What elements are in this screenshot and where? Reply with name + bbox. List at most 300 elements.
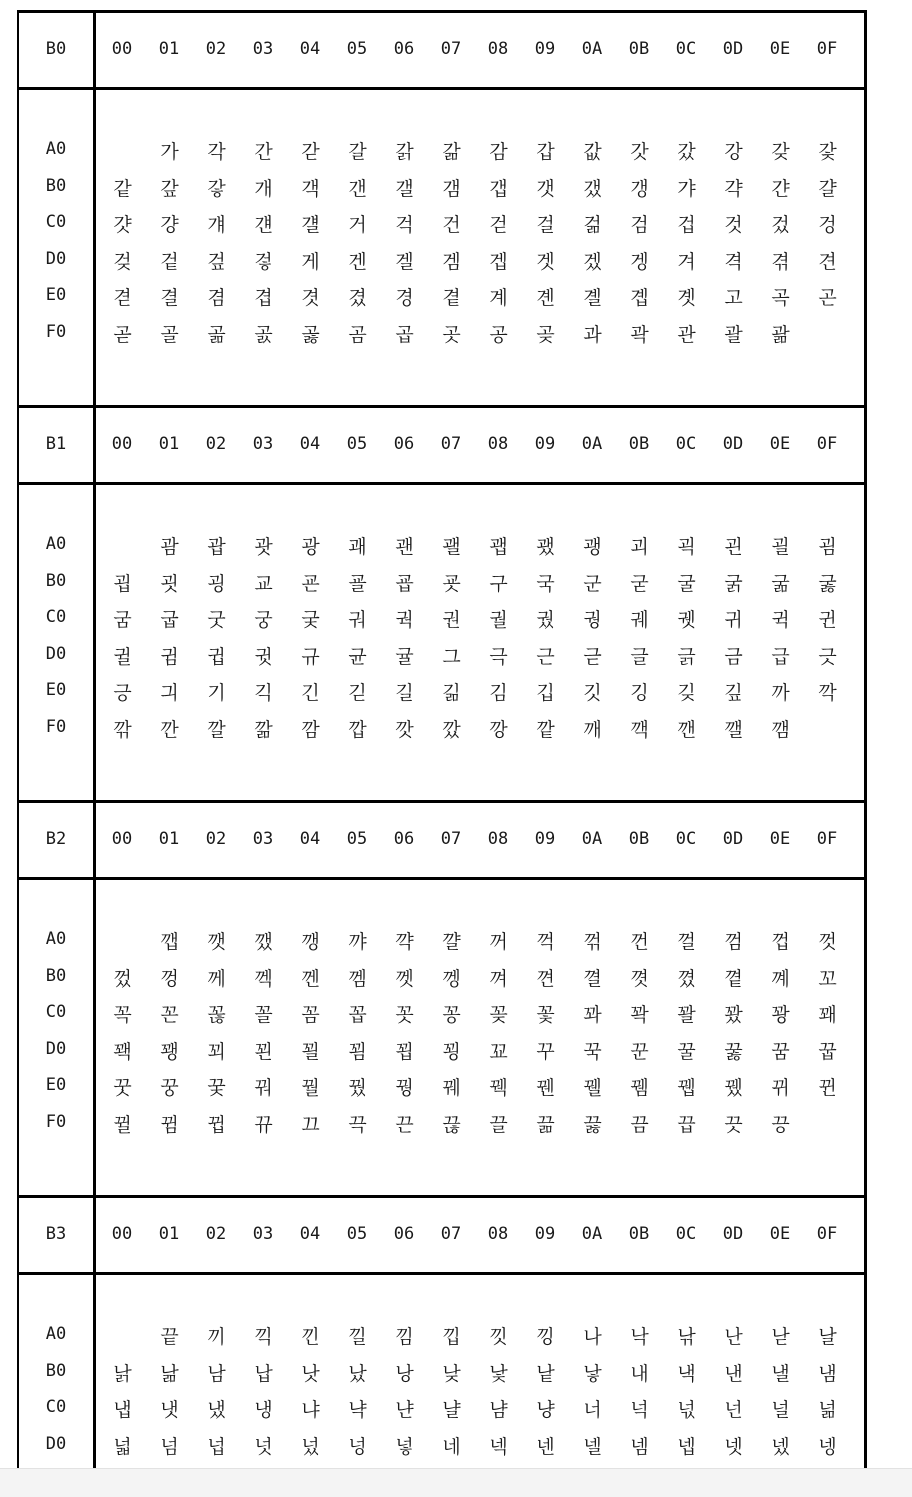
- column-header: 0E: [769, 39, 791, 59]
- hangul-char-cell: 냠: [489, 1399, 508, 1422]
- hangul-char-cell: 굼: [113, 609, 132, 632]
- hangul-char-cell: 낍: [442, 1326, 461, 1348]
- hangul-char-cell: 꾼: [630, 1040, 649, 1063]
- hangul-char-cell: 긔: [160, 682, 179, 705]
- hangul-char-cell: 꺾: [583, 931, 602, 953]
- hangul-char-cell: 겼: [348, 287, 367, 310]
- column-header: 06: [393, 434, 415, 454]
- hangul-char-cell: 꼐: [771, 967, 790, 990]
- hangul-char-cell: 낏: [489, 1326, 508, 1348]
- row-label: D0: [45, 1433, 67, 1454]
- hangul-char-cell: 걋: [113, 214, 132, 237]
- column-header: 07: [440, 1224, 462, 1244]
- hangul-char-cell: 같: [113, 177, 132, 200]
- hangul-char-cell: 넒: [818, 1399, 837, 1422]
- hangul-char-cell: 꿴: [536, 1077, 555, 1100]
- hangul-char-cell: 넥: [489, 1435, 508, 1458]
- hangul-char-cell: 냄: [818, 1362, 837, 1385]
- row-label: B0: [45, 175, 67, 196]
- hangul-char-cell: 꾑: [395, 1040, 414, 1063]
- hangul-char-cell: 검: [630, 214, 649, 237]
- hangul-char-cell: 꿉: [818, 1040, 837, 1063]
- hangul-char-cell: 과: [583, 324, 602, 346]
- hangul-char-cell: 껑: [160, 967, 179, 990]
- hangul-char-cell: 골: [160, 324, 179, 346]
- hangul-char-cell: 겐: [348, 250, 367, 273]
- column-header: 08: [487, 1224, 509, 1244]
- row-label: A0: [45, 139, 67, 159]
- row-label: E0: [45, 1075, 67, 1096]
- hangul-char-cell: 뀔: [113, 1114, 132, 1136]
- hangul-char-cell: 갚: [160, 177, 179, 200]
- hangul-char-cell: 남: [207, 1362, 226, 1385]
- hangul-char-cell: 꿰: [442, 1077, 461, 1100]
- hangul-char-cell: 꿈: [771, 1040, 790, 1063]
- hangul-char-cell: 깨: [583, 719, 602, 741]
- hangul-char-cell: 걜: [301, 214, 320, 237]
- hangul-char-cell: 깥: [536, 719, 555, 741]
- hangul-char-cell: 꽥: [113, 1040, 132, 1063]
- column-header: 08: [487, 39, 509, 59]
- hangul-char-cell: 괵: [677, 536, 696, 558]
- hangul-char-cell: 꿨: [348, 1077, 367, 1100]
- hangul-char-cell: 길: [395, 682, 414, 705]
- header-separator: [19, 482, 864, 485]
- hangul-char-cell: 굴: [677, 572, 696, 595]
- hangul-char-cell: 꽝: [771, 1004, 790, 1027]
- hangul-char-cell: 꼇: [630, 967, 649, 990]
- column-header: 0B: [628, 434, 650, 454]
- hangul-char-cell: 냇: [160, 1399, 179, 1422]
- column-header: 03: [252, 39, 274, 59]
- hangul-char-cell: 곁: [442, 287, 461, 310]
- column-header: 07: [440, 39, 462, 59]
- hangul-char-cell: 깎: [113, 719, 132, 741]
- hangul-char-cell: 깍: [818, 682, 837, 705]
- hangul-char-cell: 갼: [771, 177, 790, 200]
- hangul-char-cell: 글: [630, 645, 649, 668]
- hangul-char-cell: 굄: [818, 536, 837, 558]
- column-header: 0F: [816, 434, 838, 454]
- hangul-char-cell: 낡: [113, 1362, 132, 1385]
- hangul-char-cell: 낑: [536, 1326, 555, 1348]
- hangul-char-cell: 괬: [536, 536, 555, 558]
- hangul-char-cell: 낄: [348, 1326, 367, 1348]
- hangul-char-cell: 깔: [207, 719, 226, 741]
- hangul-char-cell: 냔: [395, 1399, 414, 1422]
- hangul-char-cell: 넙: [207, 1435, 226, 1458]
- hangul-char-cell: 궁: [254, 609, 273, 632]
- hangul-char-cell: 넝: [348, 1435, 367, 1458]
- hangul-char-cell: 궷: [677, 609, 696, 632]
- hangul-char-cell: 넌: [724, 1399, 743, 1422]
- hangul-char-cell: 깃: [583, 682, 602, 705]
- hangul-char-cell: 깼: [254, 931, 273, 953]
- column-header: 0A: [581, 434, 603, 454]
- hangul-char-cell: 너: [583, 1399, 602, 1422]
- hangul-char-cell: 깜: [301, 719, 320, 741]
- hangul-char-cell: 곽: [630, 324, 649, 346]
- hangul-char-cell: 꽜: [724, 1004, 743, 1027]
- hangul-char-cell: 껐: [113, 967, 132, 990]
- column-header: 03: [252, 434, 274, 454]
- hangul-char-cell: 꺼: [489, 931, 508, 953]
- hangul-char-cell: 겟: [536, 250, 555, 273]
- hangul-char-cell: 굵: [724, 572, 743, 595]
- hangul-char-cell: 꾀: [207, 1040, 226, 1063]
- column-header: 02: [205, 39, 227, 59]
- hangul-char-cell: 걸: [536, 214, 555, 237]
- hangul-char-cell: 꿋: [113, 1077, 132, 1100]
- hangul-char-cell: 겔: [395, 250, 414, 273]
- hangul-char-cell: 났: [348, 1362, 367, 1385]
- row-label: F0: [45, 717, 67, 737]
- hangul-char-cell: 갗: [818, 141, 837, 163]
- hangul-char-cell: 꾄: [254, 1040, 273, 1063]
- block-code-label: B0: [45, 39, 67, 59]
- hangul-char-cell: 끔: [630, 1114, 649, 1136]
- hangul-char-cell: 낯: [489, 1362, 508, 1385]
- hangul-char-cell: 궈: [348, 609, 367, 632]
- hangul-char-cell: 견: [818, 250, 837, 273]
- hangul-char-cell: 뀝: [207, 1114, 226, 1136]
- hangul-char-cell: 굇: [160, 572, 179, 595]
- hangul-char-cell: 꽤: [818, 1004, 837, 1027]
- hangul-char-cell: 건: [442, 214, 461, 237]
- column-header: 0D: [722, 39, 744, 59]
- column-header: 09: [534, 434, 556, 454]
- hangul-char-cell: 걘: [254, 214, 273, 237]
- hangul-char-cell: 낮: [442, 1362, 461, 1385]
- hangul-char-cell: 귈: [113, 645, 132, 668]
- block-code-label: B2: [45, 829, 67, 849]
- hangul-char-cell: 괌: [160, 536, 179, 558]
- hangul-char-cell: 그: [442, 645, 461, 668]
- hangul-char-cell: 궂: [301, 609, 320, 632]
- hangul-char-cell: 갭: [489, 177, 508, 200]
- hangul-char-cell: 냅: [113, 1399, 132, 1422]
- block-separator: [19, 800, 864, 803]
- hangul-char-cell: 구: [489, 572, 508, 595]
- hangul-char-cell: 끽: [254, 1326, 273, 1348]
- column-header: 0C: [675, 829, 697, 849]
- hangul-char-cell: 꽃: [536, 1004, 555, 1027]
- hangul-char-cell: 갛: [207, 177, 226, 200]
- column-header: 0B: [628, 1224, 650, 1244]
- hangul-char-cell: 고: [724, 287, 743, 310]
- column-header: 09: [534, 829, 556, 849]
- column-divider: [93, 13, 96, 1470]
- hangul-char-cell: 겅: [818, 214, 837, 237]
- hangul-char-cell: 결: [160, 287, 179, 310]
- column-header: 08: [487, 829, 509, 849]
- hangul-char-cell: 깰: [724, 719, 743, 741]
- hangul-char-cell: 낵: [677, 1362, 696, 1385]
- hangul-char-cell: 교: [254, 572, 273, 595]
- hangul-char-cell: 내: [630, 1362, 649, 1385]
- hangul-char-cell: 곡: [771, 287, 790, 310]
- hangul-char-cell: 나: [583, 1326, 602, 1348]
- hangul-char-cell: 괭: [583, 536, 602, 558]
- hangul-char-cell: 곈: [536, 287, 555, 310]
- hangul-char-cell: 간: [254, 141, 273, 163]
- hangul-char-cell: 낱: [536, 1362, 555, 1385]
- hangul-char-cell: 난: [724, 1326, 743, 1348]
- horizontal-scrollbar[interactable]: [0, 1468, 912, 1497]
- hangul-char-cell: 깻: [207, 931, 226, 953]
- hangul-char-cell: 괸: [724, 536, 743, 558]
- column-header: 00: [111, 829, 133, 849]
- hangul-char-cell: 괴: [630, 536, 649, 558]
- row-label: D0: [45, 248, 67, 269]
- hangul-char-cell: 갔: [677, 141, 696, 163]
- hangul-char-cell: 깖: [254, 719, 273, 741]
- hangul-char-cell: 깸: [771, 719, 790, 741]
- hangul-char-cell: 괼: [771, 536, 790, 558]
- hangul-char-cell: 꽐: [677, 1004, 696, 1027]
- hangul-char-cell: 겁: [677, 214, 696, 237]
- row-label: C0: [45, 212, 67, 233]
- hangul-char-cell: 꺌: [442, 931, 461, 953]
- hangul-char-cell: 껍: [771, 931, 790, 953]
- hangul-char-cell: 꿎: [207, 1077, 226, 1100]
- column-header: 0D: [722, 434, 744, 454]
- hangul-char-cell: 깽: [301, 931, 320, 953]
- hangul-char-cell: 겉: [160, 250, 179, 273]
- hangul-char-cell: 괘: [348, 536, 367, 558]
- column-header: 01: [158, 434, 180, 454]
- hangul-char-cell: 공: [489, 324, 508, 346]
- hangul-char-cell: 김: [489, 682, 508, 705]
- hangul-char-cell: 낙: [630, 1326, 649, 1348]
- hangul-char-cell: 귄: [818, 609, 837, 632]
- hangul-char-cell: 겄: [771, 214, 790, 237]
- hangul-char-cell: 궝: [583, 609, 602, 632]
- hangul-char-cell: 곪: [207, 324, 226, 346]
- hangul-char-cell: 께: [207, 967, 226, 990]
- hangul-char-cell: 끌: [489, 1114, 508, 1136]
- hangul-char-cell: 것: [724, 214, 743, 237]
- hangul-char-cell: 낀: [301, 1326, 320, 1348]
- hangul-char-cell: 귀: [724, 609, 743, 632]
- hangul-char-cell: 겠: [583, 250, 602, 273]
- hangul-char-cell: 끓: [583, 1114, 602, 1136]
- column-header: 02: [205, 434, 227, 454]
- hangul-char-cell: 값: [583, 141, 602, 163]
- hangul-char-cell: 굣: [442, 572, 461, 595]
- hangul-char-cell: 겜: [442, 250, 461, 273]
- hangul-char-cell: 근: [536, 645, 555, 668]
- hangul-char-cell: 깆: [677, 682, 696, 705]
- hangul-char-cell: 냥: [536, 1399, 555, 1422]
- hangul-char-cell: 겪: [771, 250, 790, 273]
- row-label: F0: [45, 1112, 67, 1132]
- row-label: C0: [45, 1397, 67, 1418]
- hangul-char-cell: 깩: [630, 719, 649, 741]
- hangul-char-cell: 게: [301, 250, 320, 273]
- hangul-char-cell: 넴: [630, 1435, 649, 1458]
- hangul-char-cell: 걱: [395, 214, 414, 237]
- hangul-char-cell: 껭: [442, 967, 461, 990]
- hangul-char-cell: 괩: [489, 536, 508, 558]
- hangul-char-cell: 끅: [348, 1114, 367, 1136]
- hangul-char-cell: 갖: [771, 141, 790, 163]
- hangul-char-cell: 갑: [536, 141, 555, 163]
- hangul-char-cell: 겸: [207, 287, 226, 310]
- hangul-char-cell: 겡: [630, 250, 649, 273]
- hangul-char-cell: 끈: [395, 1114, 414, 1136]
- hangul-char-cell: 뀌: [771, 1077, 790, 1100]
- hangul-char-cell: 괠: [442, 536, 461, 558]
- hangul-char-cell: 꼴: [254, 1004, 273, 1027]
- hangul-char-cell: 꺅: [395, 931, 414, 953]
- column-header: 06: [393, 39, 415, 59]
- hangul-char-cell: 끎: [536, 1114, 555, 1136]
- hangul-char-cell: 계: [489, 287, 508, 310]
- hangul-char-cell: 껫: [395, 967, 414, 990]
- column-header: 0E: [769, 829, 791, 849]
- hangul-char-cell: 넬: [583, 1435, 602, 1458]
- hangul-char-cell: 기: [207, 682, 226, 705]
- column-header: 00: [111, 39, 133, 59]
- hangul-char-cell: 냑: [348, 1399, 367, 1422]
- hangul-char-cell: 꾕: [442, 1040, 461, 1063]
- hangul-char-cell: 낼: [771, 1362, 790, 1385]
- hangul-char-cell: 괜: [395, 536, 414, 558]
- hangul-char-cell: 끝: [160, 1326, 179, 1348]
- hangul-char-cell: 귑: [207, 645, 226, 668]
- hangul-char-cell: 갇: [301, 141, 320, 163]
- hangul-char-cell: 꿱: [489, 1077, 508, 1100]
- hangul-char-cell: 꽹: [160, 1040, 179, 1063]
- column-header: 0F: [816, 39, 838, 59]
- row-label: C0: [45, 607, 67, 628]
- hangul-char-cell: 넓: [113, 1435, 132, 1458]
- hangul-char-cell: 넜: [301, 1435, 320, 1458]
- column-header: 05: [346, 829, 368, 849]
- hangul-char-cell: 굻: [818, 572, 837, 595]
- hangul-char-cell: 넋: [677, 1399, 696, 1422]
- hangul-char-cell: 굉: [207, 572, 226, 595]
- column-header: 06: [393, 1224, 415, 1244]
- hangul-char-cell: 껨: [348, 967, 367, 990]
- column-header: 06: [393, 829, 415, 849]
- hangul-char-cell: 넘: [160, 1435, 179, 1458]
- column-header: 04: [299, 1224, 321, 1244]
- hangul-char-cell: 깟: [395, 719, 414, 741]
- hangul-char-cell: 냉: [254, 1399, 273, 1422]
- row-label: A0: [45, 929, 67, 949]
- hangul-char-cell: 끊: [442, 1114, 461, 1136]
- block-separator: [19, 1195, 864, 1198]
- column-header: 09: [534, 1224, 556, 1244]
- hangul-char-cell: 끄: [301, 1114, 320, 1136]
- hangul-char-cell: 꼰: [160, 1004, 179, 1027]
- hangul-char-cell: 곌: [583, 287, 602, 310]
- hangul-char-cell: 겯: [113, 287, 132, 310]
- hangul-char-cell: 갬: [442, 177, 461, 200]
- hangul-char-cell: 낢: [160, 1362, 179, 1385]
- hangul-char-cell: 깡: [489, 719, 508, 741]
- hangul-char-cell: 겝: [489, 250, 508, 273]
- row-label: B0: [45, 1360, 67, 1381]
- hangul-char-cell: 냐: [301, 1399, 320, 1422]
- hangul-char-cell: 겹: [254, 287, 273, 310]
- hangul-char-cell: 꼬: [818, 967, 837, 990]
- hangul-char-cell: 긋: [818, 645, 837, 668]
- hangul-char-cell: 뀜: [160, 1114, 179, 1136]
- hangul-char-cell: 껸: [536, 967, 555, 990]
- hangul-char-cell: 넣: [395, 1435, 414, 1458]
- column-header: 04: [299, 39, 321, 59]
- hangul-char-cell: 굡: [395, 572, 414, 595]
- hangul-char-cell: 군: [583, 572, 602, 595]
- hangul-char-cell: 깁: [536, 682, 555, 705]
- hangul-char-cell: 낭: [395, 1362, 414, 1385]
- hangul-char-cell: 괏: [254, 536, 273, 558]
- row-label: A0: [45, 534, 67, 554]
- hangul-char-cell: 격: [724, 250, 743, 273]
- hangul-char-cell: 가: [160, 141, 179, 163]
- column-header: 01: [158, 1224, 180, 1244]
- column-header: 02: [205, 1224, 227, 1244]
- hangul-char-cell: 꿍: [160, 1077, 179, 1100]
- hangul-char-cell: 감: [489, 141, 508, 163]
- hangul-char-cell: 곯: [301, 324, 320, 346]
- hangul-char-cell: 걺: [583, 214, 602, 237]
- header-separator: [19, 87, 864, 90]
- hangul-char-cell: 널: [771, 1399, 790, 1422]
- hangul-char-cell: 냈: [207, 1399, 226, 1422]
- hangul-char-cell: 넷: [724, 1435, 743, 1458]
- hangul-char-cell: 껌: [724, 931, 743, 953]
- hangul-char-cell: 궐: [489, 609, 508, 632]
- column-header: 01: [158, 39, 180, 59]
- hangul-char-cell: 긷: [348, 682, 367, 705]
- hangul-char-cell: 귤: [395, 645, 414, 668]
- hangul-char-cell: 겋: [254, 250, 273, 273]
- hangul-char-cell: 꼈: [677, 967, 696, 990]
- column-header: 05: [346, 434, 368, 454]
- hangul-char-cell: 균: [348, 645, 367, 668]
- hangul-char-cell: 굘: [348, 572, 367, 595]
- hangul-char-cell: 뀁: [677, 1077, 696, 1100]
- hangul-char-cell: 걀: [818, 177, 837, 200]
- hangul-char-cell: 꼼: [301, 1004, 320, 1027]
- hangul-char-cell: 꿩: [395, 1077, 414, 1100]
- column-header: 0A: [581, 829, 603, 849]
- hangul-char-cell: 걔: [207, 214, 226, 237]
- hangul-char-cell: 갰: [583, 177, 602, 200]
- row-label: B0: [45, 570, 67, 591]
- hangul-char-cell: 넵: [677, 1435, 696, 1458]
- column-header: 0A: [581, 1224, 603, 1244]
- hangul-char-cell: 광: [301, 536, 320, 558]
- column-header: 02: [205, 829, 227, 849]
- block-code-label: B3: [45, 1224, 67, 1244]
- hangul-char-cell: 굳: [630, 572, 649, 595]
- hangul-char-cell: 꿸: [583, 1077, 602, 1100]
- hangul-char-cell: 긁: [677, 645, 696, 668]
- hangul-char-cell: 갸: [677, 177, 696, 200]
- hangul-char-cell: 깬: [677, 719, 696, 741]
- column-header: 00: [111, 1224, 133, 1244]
- column-header: 07: [440, 434, 462, 454]
- hangul-char-cell: 넛: [254, 1435, 273, 1458]
- hangul-char-cell: 날: [818, 1326, 837, 1348]
- hangul-char-cell: 각: [207, 141, 226, 163]
- column-header: 0F: [816, 1224, 838, 1244]
